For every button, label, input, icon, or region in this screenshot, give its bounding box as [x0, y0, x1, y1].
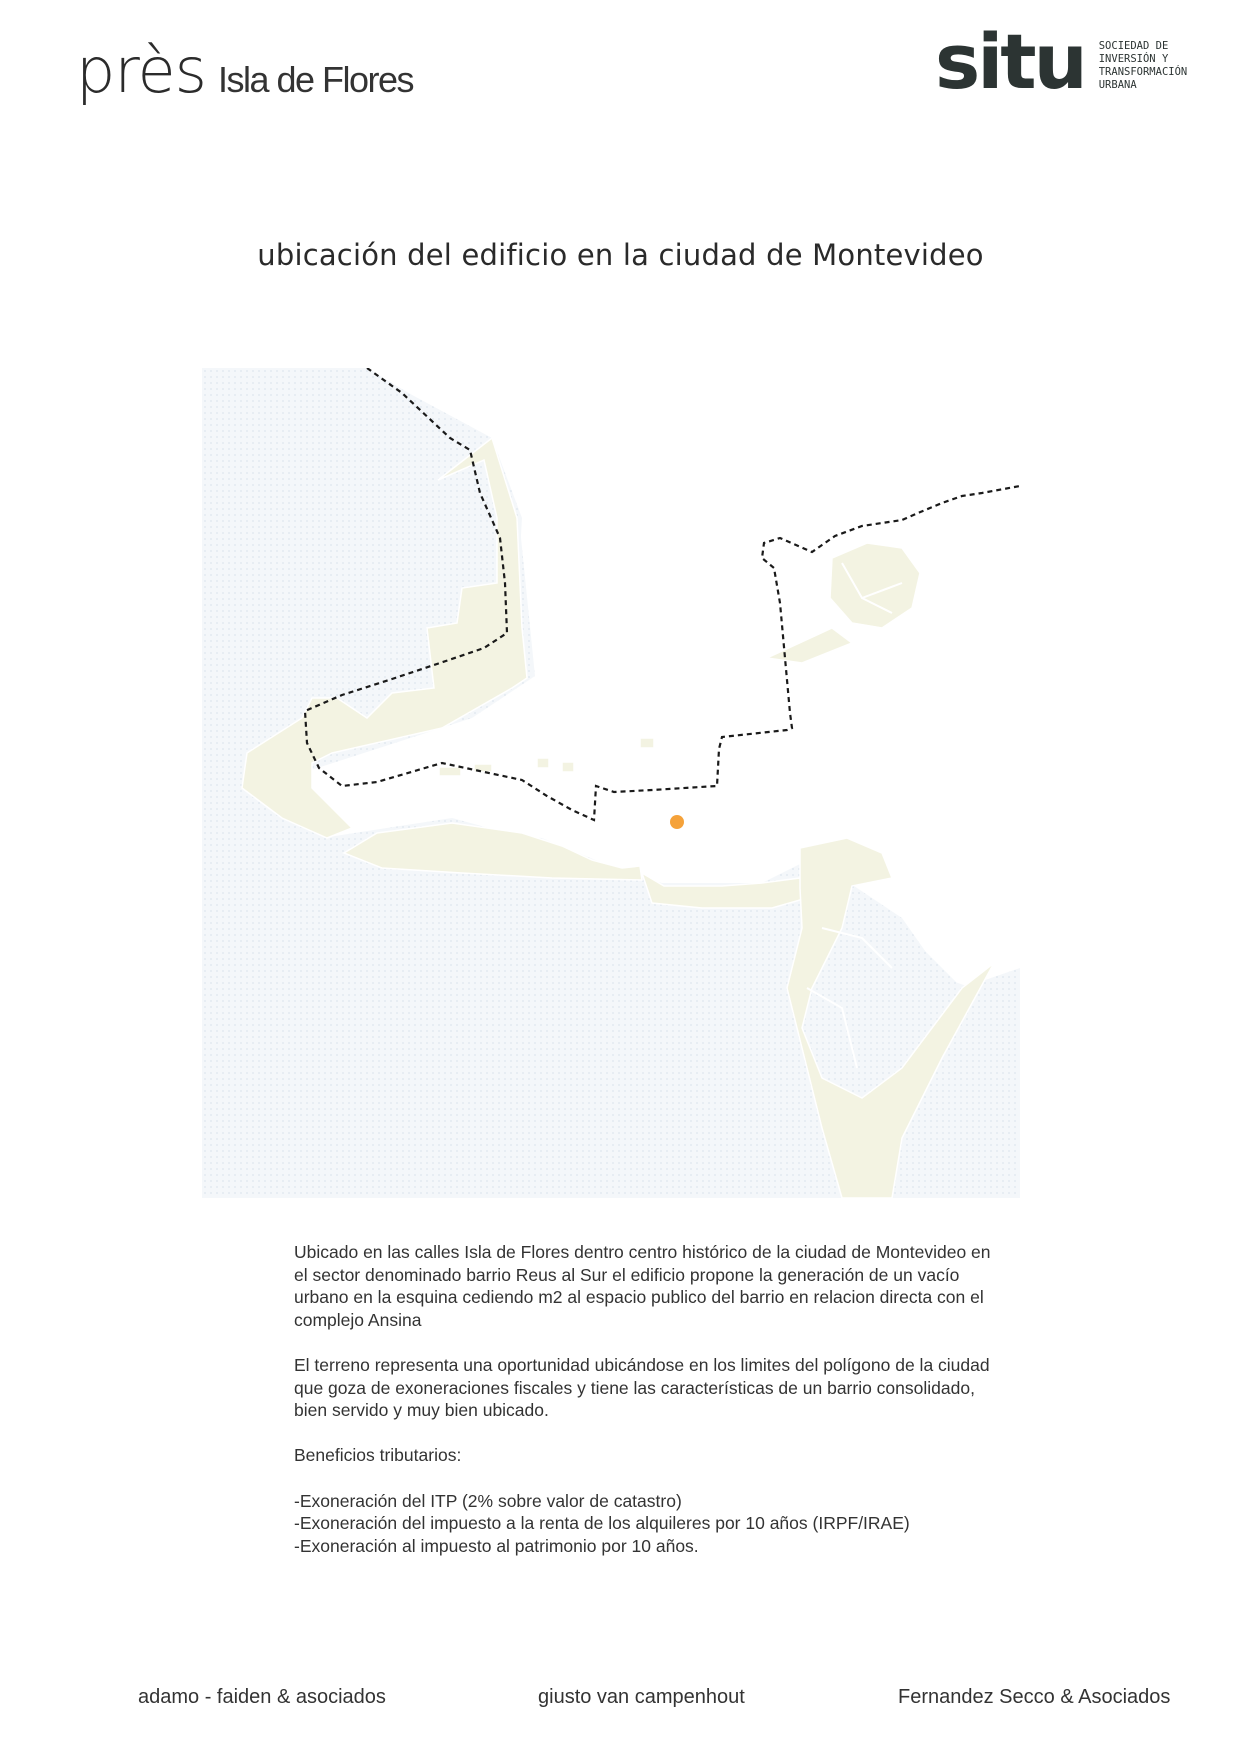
situ-tagline-line: INVERSIÓN Y: [1098, 53, 1169, 65]
situ-tagline-line: TRANSFORMACIÓN: [1098, 66, 1188, 78]
situ-wordmark: situ: [935, 17, 1085, 106]
benefit-item: -Exoneración al impuesto al patrimonio por 10 años.: [294, 1535, 699, 1556]
page-title: ubicación del edificio en la ciudad de Montevideo: [257, 238, 984, 272]
footer-credit: adamo - faiden & asociados: [138, 1686, 386, 1708]
site-marker: [670, 815, 684, 829]
location-map: [202, 368, 1020, 1198]
situ-tagline-line: SOCIEDAD DE: [1098, 40, 1169, 52]
situ-tagline-line: URBANA: [1098, 79, 1137, 91]
benefit-item: -Exoneración del impuesto a la renta de los alquileres por 10 años (IRPF/IRAE): [294, 1513, 910, 1534]
footer-credit: giusto van campenhout: [538, 1686, 745, 1708]
situ-tagline: [1099, 40, 1188, 92]
footer-credit: Fernandez Secco & Asociados: [898, 1686, 1171, 1708]
benefits-heading: Beneficios tributarios:: [294, 1445, 462, 1466]
description-paragraph: El terreno representa una oportunidad ubicándose en los limites del polígono de la ciudad que goza de exoneraciones fiscales y tiene las características de un barrio consolidado, bien servido y muy bien ubicado.: [294, 1354, 990, 1421]
situ-logo: [935, 17, 1188, 106]
brand-name: près: [76, 34, 206, 107]
description-paragraph: Ubicado en las calles Isla de Flores dentro centro histórico de la ciudad de Montevideo en el sector denominado barrio Reus al Sur el edificio propone la generación de un vacío urbano en la esquina cediendo m2 al espacio publico del barrio en relacion directa con el complejo Ansina: [294, 1242, 991, 1330]
project-name: Isla de Flores: [217, 59, 414, 100]
description: [294, 1241, 994, 1557]
brand-logo: [76, 34, 413, 107]
benefit-item: -Exoneración del ITP (2% sobre valor de catastro): [294, 1490, 682, 1511]
